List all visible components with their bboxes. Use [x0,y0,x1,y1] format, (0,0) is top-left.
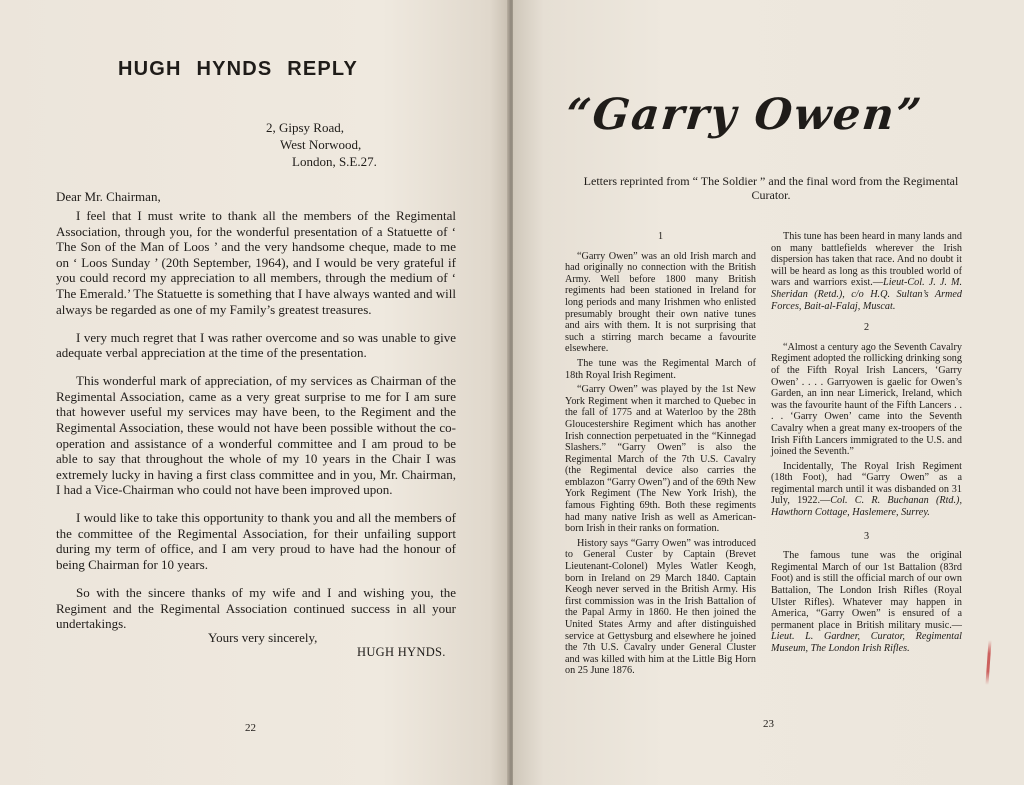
letter-signature: Col. C. R. Buchanan (Rtd.), Hawthorn Cottage, Haslemere, Surrey. [771,495,962,519]
subtitle: Letters reprinted from “ The Soldier ” and the final word from the Regimental Curator. [583,174,959,202]
letter-number: 3 [863,530,870,542]
letter-paragraph: I feel that I must write to thank all the members of the Regimental Association, through you, for the wonderful presentation of a Statuette of ‘ The Son of the Man of Loos ’ and the very handsome cheque, made to me on ‘ Loos Sunday ’ (20th September, 1964), and I would be very grateful if you could record my appreciation to all members, through the medium of ‘ The Emerald.’ The Statuette is something that I have always wanted and will always be regarded as one of my Family’s greatest treasures. [56,208,456,317]
article-paragraph [771,550,962,654]
article-paragraph: History says “Garry Owen” was introduced to General Custer by Captain (Brevet Lieutenant-Colonel) Myles Watler Keogh, born in Ireland on 29 March 1840. Captain Keogh never served in the British Army. His first commission was in the Irish Battalion of the Papal Army in 1860. He then joined the United States Army and after distinguished service at Gettysburg and elsewhere he joined the 7th U.S. Cavalry under General Cluster and was killed with him at the Little Big Horn on 25 June 1876. [565,537,756,677]
letter-number: 1 [657,231,664,242]
article-paragraph: “Almost a century ago the Seventh Cavalry Regiment adopted the rollicking drinking song of the Fifth Royal Irish Lancers, ‘Garry Owen’ . . . . Garryowen is gaelic for Owen’s Garden, an inn near Limerick, Ireland, which was the favourite haunt of the Fifth Lancers . . . . ‘Garry Owen’ came into the Seventh Cavalry when a great many ex-troopers of the Irish Fifth Lancers immigrated to the U.S. and joined the Seventh.” [771,341,962,458]
article-column-left [565,231,756,680]
signature: HUGH HYNDS. [357,645,446,659]
page-number: 23 [763,718,774,730]
closing: Yours very sincerely, [208,630,318,645]
page-number: 22 [245,722,256,734]
address-line: 2, Gipsy Road, [266,120,344,135]
right-page [513,0,1024,785]
letter-paragraph: I would like to take this opportunity to thank you and all the members of the committee of the Regimental Association, for their unfailing support during my term of office, and I am very proud to have had the honour of being Chairman for 10 years. [56,510,456,573]
address-line: London, S.E.27. [292,154,377,169]
article-paragraph: The tune was the Regimental March of 18th Royal Irish Regiment. [565,357,756,381]
paragraph-text: The famous tune was the original Regimental March of our 1st Battalion (83rd Foot) and is still the official march of our own Battalion, The London Irish Rifles (Royal Ulster Rifles). Whatever may happen in America, “Garry Owen” is ensured of a permanent place in British military music.— [771,550,962,631]
article-column-right [771,231,962,658]
letter-number: 2 [863,322,870,334]
letter-paragraph: This wonderful mark of appreciation, of my services as Chairman of the Regimental Association, came as a very great surprise to me for I am sure that however useful my services may have been, to the Regiment and the Regimental Association, these would not have been possible without the co-operation and assistance of a wonderful committee and I am proud to be able to say that throughout the whole of my 10 years in the Chair I was extremely lucky in having a first class committee and in you, Mr. Chairman, I had a Vice-Chairman who could not have been improved upon. [56,373,456,498]
letter-paragraph: So with the sincere thanks of my wife and I and wishing you, the Regiment and the Regimental Association continued success in all your undertakings. [56,585,456,632]
margin-pencil-mark [985,640,991,685]
reply-title: HUGH HYNDS REPLY [118,58,359,80]
letter-body [56,208,456,644]
sender-address [266,119,377,170]
article-paragraph [771,231,962,312]
letter-signature: Lieut. L. Gardner, Curator, Regimental Museum, The London Irish Rifles. [771,631,962,654]
article-paragraph: “Garry Owen” was played by the 1st New York Regiment when it marched to Quebec in the fall of 1775 and at Waterloo by the 28th Gloucestershire Regiment which has another Irish connection perpetuated in the “Kinnegad Slashers.” “Garry Owen” is also the Regimental March of the 7th U.S. Cavalry (the Regimental device also carries the emblazon “Garry Owen”) and of the 69th New York Regiment (The New York Irish), the famous Fighting 69th. Both these regiments had many native Irish as well as American-born Irish in their ranks on formation. [565,384,756,535]
article-paragraph [771,461,962,519]
letter-paragraph: I very much regret that I was rather overcome and so was unable to give adequate verbal appreciation at the time of the presentation. [56,329,456,361]
garry-owen-title: “Garry Owen” [563,90,926,140]
left-page [0,0,510,785]
paragraph-text: Incidentally, The Royal Irish Regiment (18th Foot), had “Garry Owen” as a regimental march until it was disbanded on 31 July, 1922.— [771,460,962,507]
address-line: West Norwood, [280,137,362,152]
salutation: Dear Mr. Chairman, [56,189,161,204]
paragraph-text: This tune has been heard in many lands and on many battlefields wherever the Irish dispersion has taken that race. And no doubt it will be heard as long as this troubled world of wars and warriors exist.— [771,231,962,289]
article-paragraph: “Garry Owen” was an old Irish march and had originally no connection with the British Army. Well before 1800 many British regiments had been stationed in Ireland for long periods and many Irishmen who enlisted presumably brought their own native tunes and airs with them. It is not surprising that such a stirring march became a favourite elsewhere. [565,250,756,355]
letter-signature: Lieut-Col. J. J. M. Sheridan (Retd.), c/o H.Q. Sultan’s Armed Forces, Bait-al-Falaj, Muscat. [771,277,962,312]
